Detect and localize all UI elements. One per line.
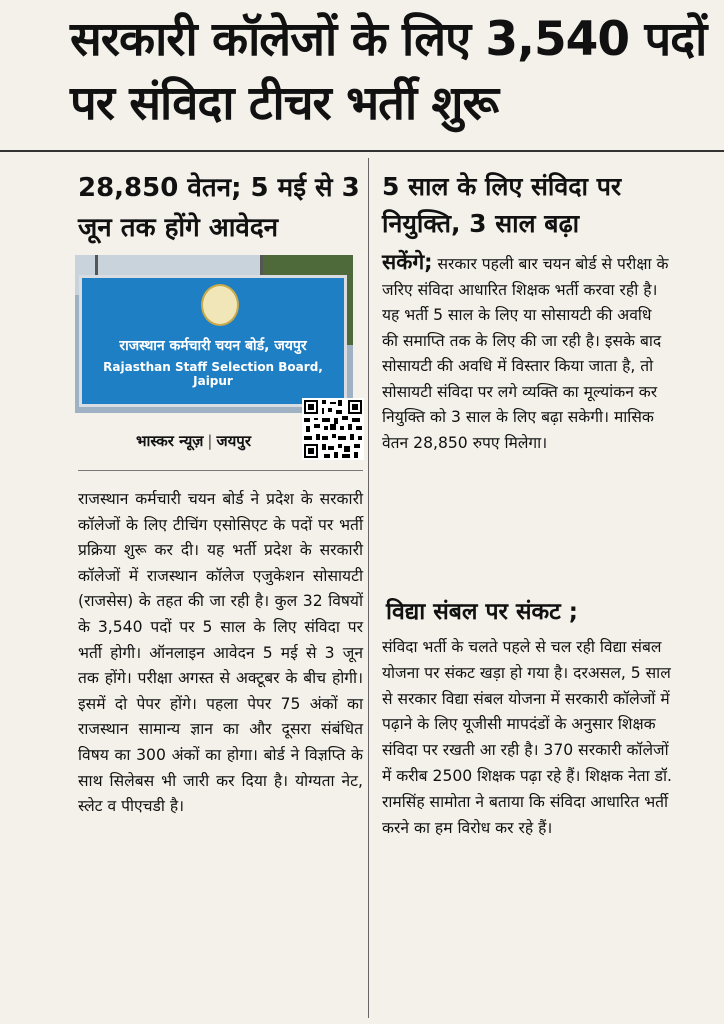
- byline: [136, 431, 251, 451]
- signboard: [79, 275, 347, 407]
- right-section-heading: विद्या संबल पर संकट ;: [386, 599, 578, 625]
- byline-separator: |: [207, 432, 213, 450]
- left-subheadline: 28,850 वेतन; 5 मई से 3 जून तक होंगे आवेदन: [78, 173, 360, 243]
- byline-city: जयपुर: [216, 432, 251, 450]
- qr-code-icon[interactable]: [302, 398, 364, 460]
- right-article-body-1: [382, 250, 672, 456]
- top-divider: [0, 150, 724, 152]
- byline-divider: [78, 470, 363, 471]
- byline-source: भास्कर न्यूज़: [136, 432, 204, 450]
- right-subheadline: 5 साल के लिए संविदा पर नियुक्ति, 3 साल बढ़ा: [382, 172, 622, 238]
- rssb-emblem-icon: [201, 284, 239, 326]
- column-divider: [368, 158, 369, 1018]
- headline: सरकारी कॉलेजों के लिए 3,540 पदों पर संविदा टीचर भर्ती शुरू: [70, 12, 707, 131]
- right-lead-word: सकेंगे;: [382, 250, 433, 274]
- signboard-hindi-text: राजस्थान कर्मचारी चयन बोर्ड, जयपुर: [119, 338, 307, 354]
- right-article-body-2: संविदा भर्ती के चलते पहले से चल रही विद्या संबल योजना पर संकट खड़ा हो गया है। दरअसल, 5 साल से सरकार विद्या संबल योजना में सरकारी कॉलेजों में पढ़ाने के लिए यूजीसी मापदंडों के अनुसार शिक्षक संविदा पर रखती आ रही है। 370 सरकारी कॉलेजों में करीब 2500 शिक्षक पढ़ा रहे हैं। शिक्षक नेता डॉ. रामसिंह सामोता ने बताया कि संविदा आधारित भर्ती करने का हम विरोध कर रहे हैं।: [382, 638, 672, 837]
- board-photo: [75, 255, 353, 413]
- signboard-english-text: Rajasthan Staff Selection Board, Jaipur: [103, 360, 323, 388]
- right-body-text-1: सरकार पहली बार चयन बोर्ड से परीक्षा के जरिए संविदा आधारित शिक्षक भर्ती करवा रही है। यह भर्ती 5 साल के लिए या सोसायटी की अवधि की समाप्ति तक के लिए की जा रही है। इसके बाद सोसायटी की अवधि में विस्तार किया जाता है, तो सोसायटी संविदा पर लगे व्यक्ति का मूल्यांकन कर नियुक्ति को 3 साल के लिए बढ़ा सकेगी। मासिक वेतन 28,850 रुपए मिलेगा।: [382, 255, 669, 452]
- left-article-body: राजस्थान कर्मचारी चयन बोर्ड ने प्रदेश के सरकारी कॉलेजों के लिए टीचिंग एसोसिएट के पदों पर भर्ती प्रक्रिया शुरू कर दी। यह भर्ती प्रदेश के सरकारी कॉलेजों में राजस्थान कॉलेज एजुकेशन सोसायटी (राजसेस) के तहत की जा रही है। कुल 32 विषयों के 3,540 पदों पर 5 साल के लिए संविदा पर भर्ती होगी। ऑनलाइन आवेदन 5 मई से 3 जून तक होंगे। परीक्षा अगस्त से अक्टूबर के बीच होगी। इसमें दो पेपर होंगे। पहला पेपर 75 अंकों का राजस्थान सामान्य ज्ञान का और दूसरा संबंधित विषय का 300 अंकों का होगा। बोर्ड ने विज्ञप्ति के साथ सिलेबस भी जारी कर दिया है। योग्यता नेट, स्लेट व पीएचडी है।: [78, 490, 363, 816]
